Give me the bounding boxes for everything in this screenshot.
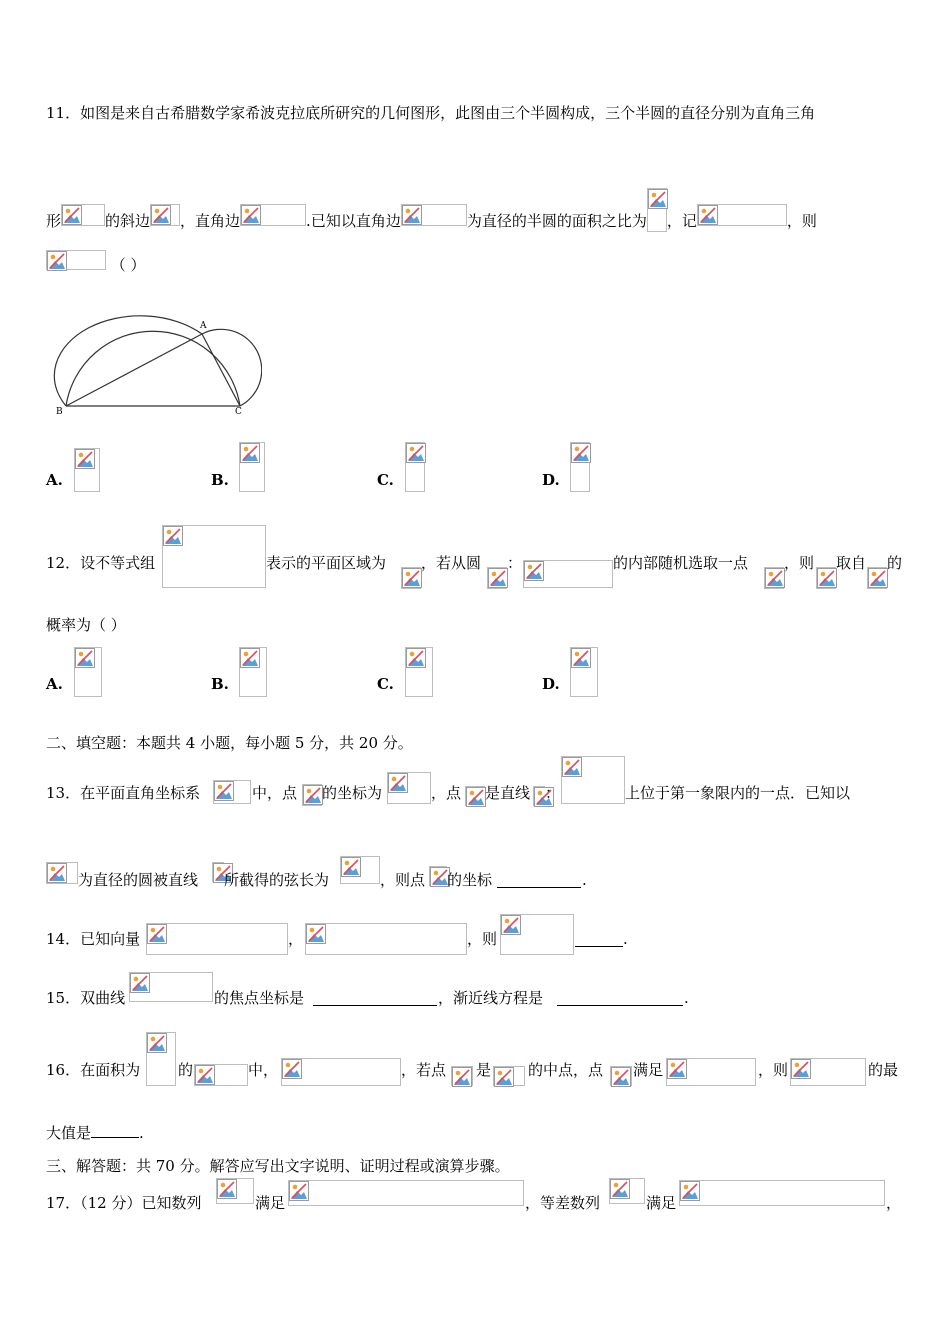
q12-text: 的 (887, 554, 903, 572)
formula-image (194, 1064, 248, 1086)
broken-image-icon (163, 526, 183, 546)
broken-image-icon (611, 1067, 631, 1087)
semicircle-bc (66, 331, 240, 406)
q16-text: 中， (248, 1061, 279, 1079)
q12-text: ，则 (784, 554, 815, 572)
q13-text: ： (545, 784, 561, 802)
broken-image-icon (501, 915, 521, 935)
broken-image-icon (791, 1059, 811, 1079)
q12-text: 取自 (836, 554, 867, 572)
broken-image-icon (402, 205, 422, 225)
option-label: B. (211, 471, 229, 489)
q13-text: 为直径的圆被直线 (78, 871, 199, 889)
option-label: C. (377, 471, 394, 489)
broken-image-icon (667, 1059, 687, 1079)
formula-image (288, 1180, 524, 1206)
q13-text: 上位于第一象限内的一点．已知以 (625, 784, 851, 802)
q11-paren: （ ） (110, 256, 146, 274)
broken-image-icon (406, 443, 426, 463)
broken-image-icon (240, 443, 260, 463)
formula-image (46, 862, 78, 884)
q11-geometry-figure (52, 290, 262, 420)
formula-image (609, 1178, 645, 1204)
broken-image-icon (868, 568, 888, 588)
option-label: A. (46, 471, 63, 489)
q16-text: ，则 (758, 1061, 789, 1079)
formula-image (401, 567, 421, 589)
broken-image-icon (75, 449, 95, 469)
broken-image-icon (571, 648, 591, 668)
q13-text: 中，点 (252, 784, 298, 802)
q12-text: 概率为（ ） (46, 616, 126, 634)
formula-image (46, 250, 106, 270)
broken-image-icon (562, 757, 582, 777)
q12-text: 表示的平面区域为 (266, 554, 387, 572)
q14-text: 14．已知向量 (46, 930, 141, 948)
formula-image (465, 786, 485, 806)
option-label: D. (542, 675, 560, 693)
q13-text: 的坐标为 (322, 784, 383, 802)
option-image (570, 647, 598, 697)
q15-text: 15．双曲线 (46, 989, 126, 1007)
option-label: A. (46, 675, 63, 693)
formula-image (401, 204, 467, 226)
formula-image (610, 1066, 632, 1086)
q15-text: ，渐近线方程是 (438, 989, 544, 1007)
broken-image-icon (466, 787, 486, 807)
formula-image (61, 204, 105, 226)
label-c: C (235, 407, 242, 417)
section-heading-fill-blank (46, 733, 413, 753)
broken-image-icon (75, 648, 95, 668)
option-label: D. (542, 471, 560, 489)
formula-image (213, 780, 251, 804)
broken-image-icon (388, 773, 408, 793)
label-b: B (56, 407, 63, 417)
formula-image (647, 188, 667, 232)
q12-text: ： (507, 554, 523, 572)
formula-image (150, 204, 180, 226)
option-image (405, 647, 433, 697)
q14-text: ，则 (467, 930, 498, 948)
q11-text: 为直径的半圆的面积之比为 (466, 212, 647, 230)
q13-text: 所截得的弦长为 (224, 871, 330, 889)
q15-text: . (684, 989, 689, 1007)
broken-image-icon (303, 785, 323, 805)
option-image (405, 442, 425, 492)
q17-text: 满足 (255, 1194, 286, 1212)
broken-image-icon (698, 205, 718, 225)
formula-image (129, 972, 213, 1002)
formula-image (493, 1066, 525, 1086)
broken-image-icon (494, 1067, 514, 1087)
formula-image (387, 772, 431, 804)
q11-text: .已知以直角边 (306, 212, 401, 230)
segment-ab (66, 334, 202, 406)
formula-image (487, 567, 507, 589)
formula-image (790, 1058, 866, 1086)
q11-line3 (46, 250, 146, 275)
formula-image (697, 204, 787, 226)
q12-text: 的内部随机选取一点 (613, 554, 749, 572)
q16-text: 满足 (633, 1061, 664, 1079)
q13-text: . (582, 871, 587, 889)
formula-image (666, 1058, 756, 1086)
section-text: 三、解答题：共 70 分。解答应写出文字说明、证明过程或演算步骤。 (46, 1157, 510, 1175)
q12-text: ，若从圆 (421, 554, 482, 572)
q13-text: ，点 (431, 784, 462, 802)
q13-text: 13．在平面直角坐标系 (46, 784, 201, 802)
broken-image-icon (306, 924, 326, 944)
segment-ac (202, 334, 240, 406)
formula-image (816, 567, 836, 589)
broken-image-icon (47, 863, 67, 883)
q13-text: 是直线 (485, 784, 531, 802)
option-label: C. (377, 675, 394, 693)
formula-image (162, 525, 266, 588)
formula-image (867, 567, 887, 589)
broken-image-icon (214, 781, 234, 801)
option-image (74, 647, 102, 697)
q17-text: ，等差数列 (525, 1194, 601, 1212)
formula-image (451, 1066, 473, 1086)
answer-blank[interactable] (497, 870, 581, 888)
label-a: A (200, 321, 207, 331)
q11-line2 (46, 188, 817, 232)
formula-image (302, 784, 322, 806)
answer-blank[interactable] (575, 929, 623, 947)
formula-image (146, 923, 288, 955)
broken-image-icon (488, 568, 508, 588)
q16-text: 是 (476, 1061, 492, 1079)
formula-image (429, 866, 447, 886)
q11-text: 11．如图是来自古希腊数学家希波克拉底所研究的几何图形，此图由三个半圆构成，三个半圆的直径分别为直角三角 (46, 104, 816, 122)
formula-image (216, 1178, 254, 1204)
option-image (239, 647, 267, 697)
broken-image-icon (765, 568, 785, 588)
q14-text: . (623, 930, 628, 948)
option-image (74, 448, 100, 492)
broken-image-icon (241, 205, 261, 225)
broken-image-icon (195, 1065, 215, 1085)
section-heading-solutions (46, 1156, 510, 1176)
q11-text: 的斜边 (105, 212, 151, 230)
q16-text: 大值是 (46, 1124, 92, 1142)
formula-image (281, 1058, 401, 1086)
q17-text: 17．（12 分）已知数列 (46, 1194, 202, 1212)
q12-line2 (46, 615, 126, 635)
broken-image-icon (147, 1033, 167, 1053)
section-text: 二、填空题：本题共 4 小题，每小题 5 分，共 20 分。 (46, 734, 413, 752)
broken-image-icon (130, 973, 150, 993)
q16-text: 的最 (868, 1061, 899, 1079)
q11-text: ，则 (786, 212, 817, 230)
broken-image-icon (62, 205, 82, 225)
formula-image (533, 786, 545, 806)
q12-text: 12．设不等式组 (46, 554, 156, 572)
q11-text: 形 (46, 212, 62, 230)
broken-image-icon (610, 1179, 630, 1199)
option-image (239, 442, 265, 492)
answer-blank[interactable] (557, 988, 683, 1006)
q16-text: . (139, 1124, 144, 1142)
broken-image-icon (289, 1181, 309, 1201)
broken-image-icon (648, 189, 668, 209)
q16-text: 16．在面积为 (46, 1061, 141, 1079)
q11-text: ，直角边 (180, 212, 241, 230)
q15-text: 的焦点坐标是 (214, 989, 305, 1007)
option-image (570, 442, 590, 492)
formula-image (561, 756, 625, 804)
q13-text: 的坐标 (447, 871, 493, 889)
formula-image (146, 1032, 176, 1086)
q11-text: ，记 (666, 212, 697, 230)
q16-text: 的中点，点 (528, 1061, 604, 1079)
semicircle-ab (54, 316, 202, 406)
broken-image-icon (524, 561, 544, 581)
formula-image (500, 914, 574, 955)
answer-blank[interactable] (313, 988, 437, 1006)
formula-image (764, 567, 784, 589)
broken-image-icon (282, 1059, 302, 1079)
q16-text: 的 (178, 1061, 194, 1079)
broken-image-icon (240, 648, 260, 668)
broken-image-icon (680, 1181, 700, 1201)
q13-text: ，则点 (380, 871, 426, 889)
q16-text: ，若点 (401, 1061, 447, 1079)
broken-image-icon (151, 205, 171, 225)
semicircle-ac (202, 329, 262, 406)
broken-image-icon (406, 648, 426, 668)
broken-image-icon (47, 251, 67, 271)
q11-line1 (46, 103, 815, 123)
broken-image-icon (571, 443, 591, 463)
broken-image-icon (817, 568, 837, 588)
q17-text: 满足 (646, 1194, 677, 1212)
broken-image-icon (402, 568, 422, 588)
broken-image-icon (341, 857, 361, 877)
q16-line2 (46, 1123, 144, 1143)
formula-image (305, 923, 467, 955)
formula-image (240, 204, 306, 226)
broken-image-icon (147, 924, 167, 944)
q17-text: ， (886, 1194, 902, 1212)
broken-image-icon (452, 1067, 472, 1087)
formula-image (679, 1180, 885, 1206)
answer-blank[interactable] (91, 1123, 139, 1138)
formula-image (523, 560, 613, 588)
formula-image (212, 862, 224, 882)
broken-image-icon (217, 1179, 237, 1199)
formula-image (340, 856, 380, 884)
q14-text: ， (288, 930, 304, 948)
option-label: B. (211, 675, 229, 693)
